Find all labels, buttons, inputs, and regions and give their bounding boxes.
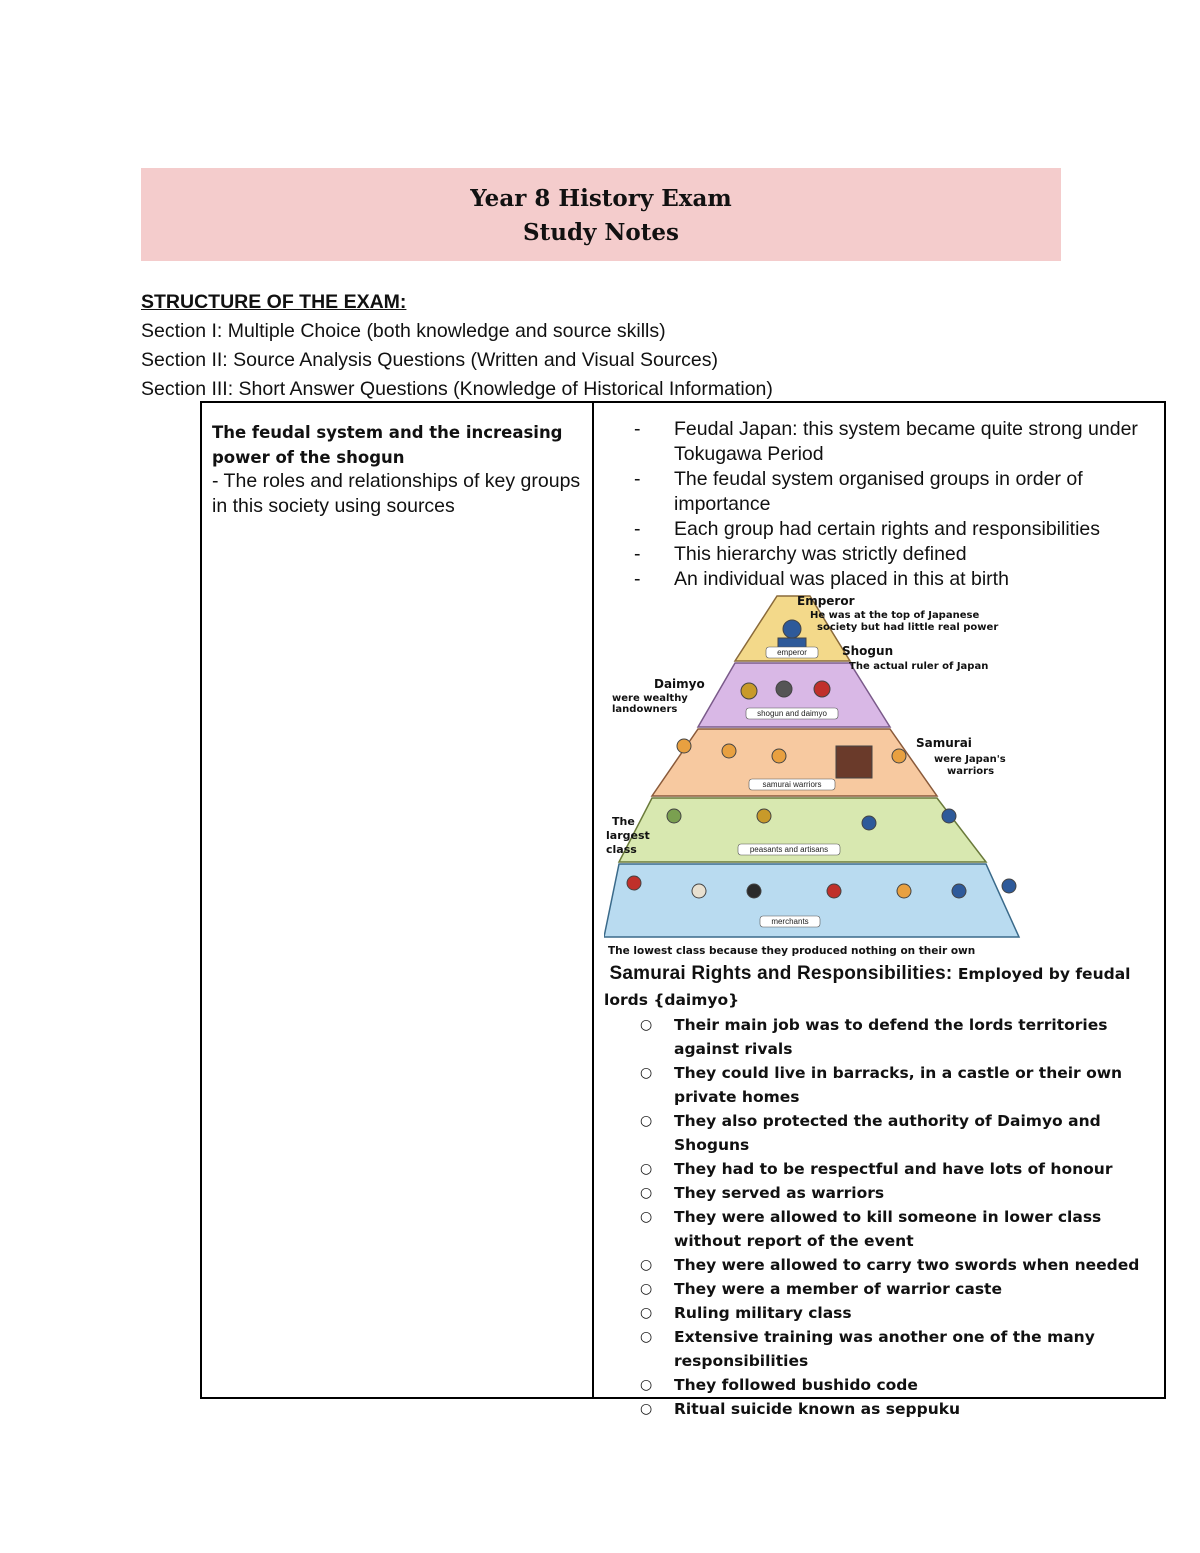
list-item: ○ They had to be respectful and have lots of honour (640, 1160, 1113, 1178)
tier-label-emperor: emperor (777, 648, 807, 657)
list-item: ○ Ruling military class (640, 1304, 852, 1322)
pyramid-emperor-desc2: society but had little real power (817, 622, 999, 633)
pyramid-bottom-caption: The lowest class because they produced nothing on their own (608, 945, 976, 957)
list-item: ○ Their main job was to defend the lords territories against rivals (640, 1016, 1108, 1058)
pyramid-shogun-title: Shogun (842, 644, 894, 658)
list-item: ○ They followed bushido code (640, 1376, 918, 1394)
list-item: - Each group had certain rights and responsibilities (634, 518, 1101, 540)
list-item: - Feudal Japan: this system became quite strong under Tokugawa Period (634, 418, 1138, 465)
document-subtitle: Study Notes (523, 219, 679, 246)
pyramid-largest-2: largest (606, 829, 650, 842)
list-item: - An individual was placed in this at birth (634, 568, 1009, 590)
exam-structure (141, 288, 1101, 404)
list-item: ○ They also protected the authority of Daimyo and Shoguns (640, 1112, 1101, 1154)
samurai-heading: Samurai Rights and Responsibilities: Employed by feudal lords {daimyo} (604, 963, 1131, 1009)
list-item: ○ They were a member of warrior caste (640, 1280, 1002, 1298)
section-line: Section I: Multiple Choice (both knowledge and source skills) (141, 320, 666, 342)
samurai-section (604, 961, 1159, 1421)
feudal-points-list (634, 417, 1164, 592)
list-item: - This hierarchy was strictly defined (634, 543, 967, 565)
tier-label-shogun-daimyo: shogun and daimyo (757, 709, 827, 718)
pyramid-shogun-desc: The actual ruler of Japan (849, 661, 989, 672)
tier-label-samurai: samurai warriors (762, 780, 822, 789)
pyramid-samurai-desc1: were Japan's (934, 754, 1006, 765)
list-item: ○ They served as warriors (640, 1184, 885, 1202)
pyramid-samurai-title: Samurai (916, 736, 972, 750)
pyramid-emperor-desc1: He was at the top of Japanese (810, 610, 980, 621)
title-box (141, 168, 1061, 261)
document-title: Year 8 History Exam (470, 185, 732, 212)
pyramid-largest-3: class (606, 843, 637, 856)
feudal-pyramid-image (604, 591, 1044, 959)
pyramid-daimyo-desc2: landowners (612, 704, 678, 715)
pyramid-daimyo-desc1: were wealthy (612, 693, 688, 704)
structure-heading: STRUCTURE OF THE EXAM: (141, 291, 407, 313)
pyramid-samurai-desc2: warriors (947, 766, 995, 777)
topic-title: The feudal system and the increasing power of the shogun (212, 423, 563, 467)
samurai-list (604, 1013, 1159, 1421)
pyramid-emperor-title: Emperor (797, 594, 855, 608)
list-item: ○ They were allowed to carry two swords when needed (640, 1256, 1140, 1274)
list-item: ○ They were allowed to kill someone in lower class without report of the event (640, 1208, 1102, 1250)
list-item: ○ They could live in barracks, in a castle or their own private homes (640, 1064, 1123, 1106)
section-line: Section III: Short Answer Questions (Knowledge of Historical Information) (141, 378, 773, 400)
notes-table (200, 401, 1166, 1418)
pyramid-largest-1: The (612, 815, 635, 828)
list-item: ○ Extensive training was another one of the many responsibilities (640, 1328, 1095, 1370)
topic-column (202, 403, 594, 1397)
pyramid-daimyo-title: Daimyo (654, 677, 705, 691)
list-item: - The feudal system organised groups in order of importance (634, 468, 1083, 515)
tier-label-merchants: merchants (771, 917, 809, 926)
section-line: Section II: Source Analysis Questions (Written and Visual Sources) (141, 349, 718, 371)
list-item: ○ Ritual suicide known as seppuku (640, 1400, 961, 1418)
tier-label-peasants: peasants and artisans (749, 845, 829, 854)
topic-description: - The roles and relationships of key groups in this society using sources (212, 470, 581, 517)
notes-column (594, 403, 1164, 1418)
